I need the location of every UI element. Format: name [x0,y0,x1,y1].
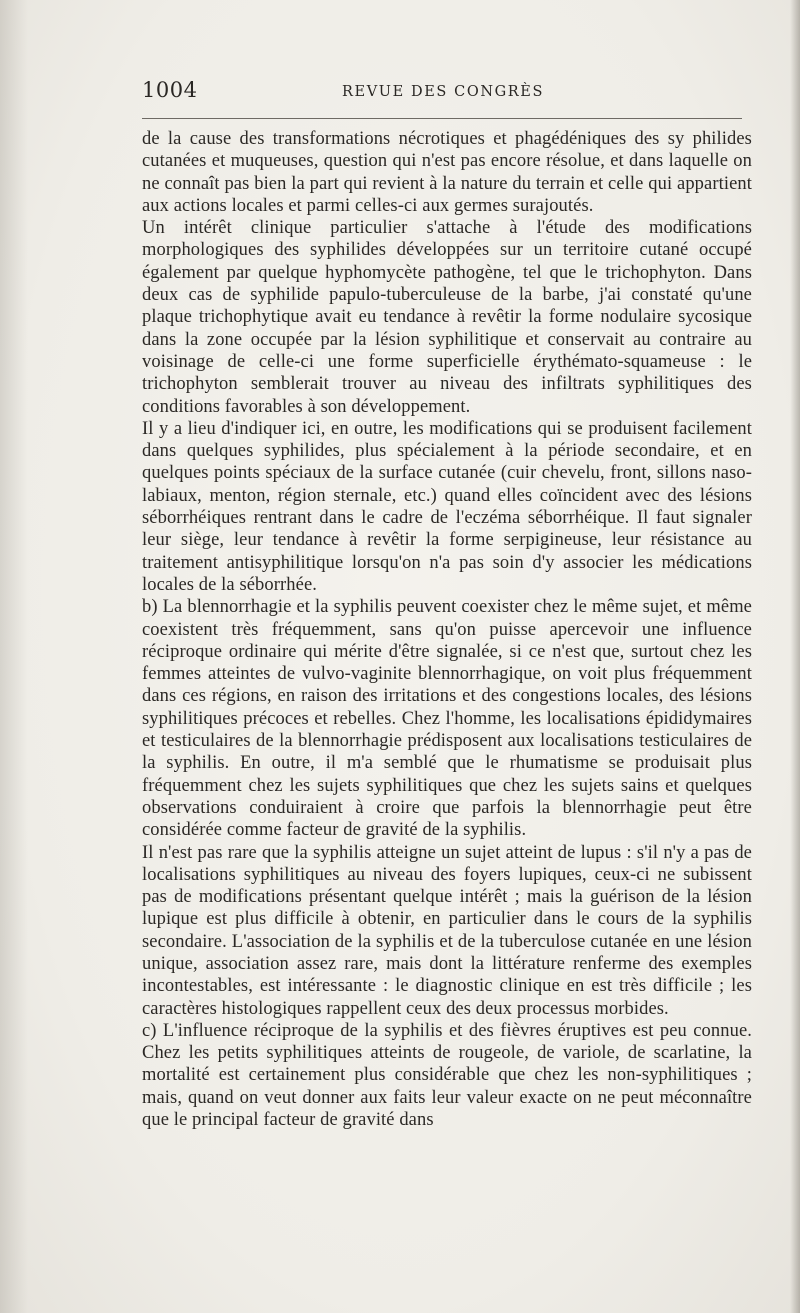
paragraph-2: Un intérêt clinique particulier s'attache à l'étude des modifications morphologiques des syphilides développées sur un territoire cutané occupé également par quelque hyphomycète pathogène, tel que le trichophyton. Dans deux cas de syphilide papulo-tuberculeuse de la barbe, j'ai constaté qu'une plaque trichophytique avait eu tendance à revêtir la forme nodulaire sycosique dans la zone occupée par la lésion syphilitique et conservait au contraire au voisinage de celle-ci une forme superficielle érythémato-squameuse : le trichophyton semblerait trouver au niveau des infiltrats syphilitiques des conditions favorables à son développement. [142,218,752,417]
page-shadow-right [790,0,800,1313]
article-body [142,128,752,1131]
paragraph-4: b) La blennorrhagie et la syphilis peuvent coexister chez le même sujet, et même coexistent très fréquemment, sans qu'on puisse apercevoir une influence réciproque ordinaire qui mérite d'être signalée, si ce n'est que, surtout chez les femmes atteintes de vulvo-vaginite blennorrhagique, on voit plus fréquemment dans ces régions, en raison des irritations et des congestions locales, des lésions syphilitiques précoces et rebelles. Chez l'homme, les localisations épididymaires et testiculaires de la blennorrhagie prédisposent aux localisations testiculaires de la syphilis. En outre, il m'a semblé que le rhumatisme se produisait plus fréquemment chez les sujets syphilitiques que chez les sujets sains et quelques observations conduiraient à croire que parfois la blennorrhagie peut être considérée comme facteur de gravité de la syphilis. [142,597,752,841]
page-shadow-left [0,0,28,1313]
header-rule [142,118,742,119]
running-title: REVUE DES CONGRÈS [342,84,545,100]
paragraph-3: Il y a lieu d'indiquer ici, en outre, les modifications qui se produisent facilement dans quelques syphilides, plus spécialement à la période secondaire, et en quelques points spéciaux de la surface cutanée (cuir chevelu, front, sillons naso-labiaux, menton, région sternale, etc.) quand elles coïncident avec des lésions séborrhéiques rentrant dans le cadre de l'eczéma séborrhéique. Il faut signaler leur siège, leur tendance à revêtir la forme serpigineuse, leur résistance au traitement antisyphilitique lorsqu'on n'a pas soin d'y associer les médications locales de la séborrhée. [142,418,752,595]
paragraph-1: de la cause des transformations nécrotiques et phagédéniques des sy philides cutanées et muqueuses, question qui n'est pas encore résolue, et dans laquelle on ne connaît pas bien la part qui revient à la nature du terrain et celle qui appartient aux actions locales et parmi celles-ci aux germes surajoutés. [142,129,752,216]
paragraph-6: c) L'influence réciproque de la syphilis et des fièvres éruptives est peu connue. Chez les petits syphilitiques atteints de rougeole, de variole, de scarlatine, la mortalité est certainement plus considérable que chez les non-syphilitiques ; mais, quand on veut donner aux faits leur valeur exacte on ne peut méconnaître que le principal facteur de gravité dans [142,1020,752,1131]
paragraph-5: Il n'est pas rare que la syphilis atteigne un sujet atteint de lupus : s'il n'y a pas de localisations syphilitiques au niveau des foyers lupiques, ceux-ci ne subissent pas de modifications présentant quelque intérêt ; mais la guérison de la lésion lupique est plus difficile à obtenir, en particulier dans le cours de la syphilis secondaire. L'association de la syphilis et de la tuberculose cutanée en une lésion unique, association assez rare, mais dont la littérature renferme des exemples incontestables, est intéressante : le diagnostic clinique en est très difficile ; les caractères histologiques rappellent ceux des deux processus morbides. [142,842,752,1019]
page-number: 1004 [142,78,198,102]
page-header [142,78,742,110]
